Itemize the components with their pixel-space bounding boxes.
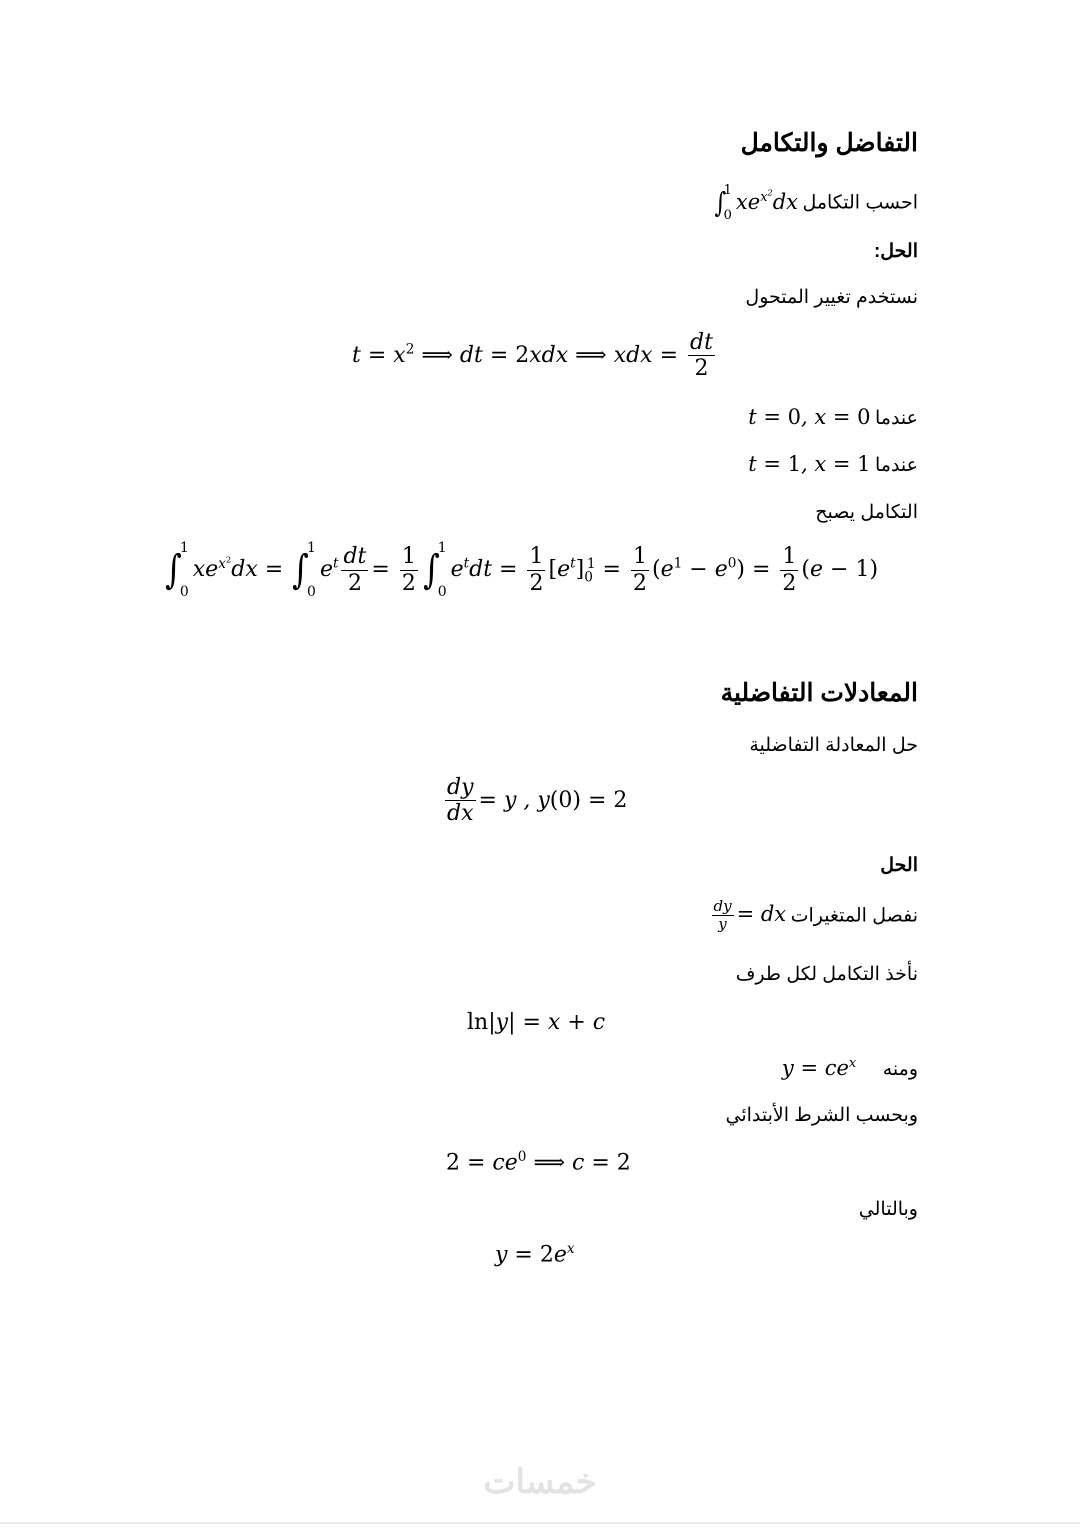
log-equation: ln|y| = x + c bbox=[467, 1010, 606, 1035]
section-title-calculus: التفاضل والتكامل bbox=[740, 129, 918, 157]
becomes-text: التكامل يصبح bbox=[815, 502, 918, 523]
bounds-line-2 bbox=[748, 452, 918, 477]
bounds-eq-1: t = 0, x = 0 bbox=[748, 405, 871, 429]
separate-text: نفصل المتغيرات bbox=[790, 905, 918, 927]
substitution-equation: $t = x^2$ ⟹ dt = 2xdx ⟹ xdx = $\frac{dt}{2}$ bbox=[352, 330, 713, 382]
integrate-text: نأخذ التكامل لكل طرف bbox=[735, 964, 918, 985]
final-solution: $y = 2e^x$ bbox=[495, 1241, 575, 1268]
diffeq-problem-text: حل المعادلة التفاضلية bbox=[749, 735, 918, 756]
bounds-eq-2: t = 1, x = 1 bbox=[748, 452, 871, 476]
problem-integral: ∫ 1 0 $xe^{x^2}dx$ bbox=[714, 183, 798, 223]
integral-evaluation: ∫ 1 0 $xe^{x^2}dx$ = ∫ 1 0 $e^t$ $\frac{dt}{2}$ = $\frac{1}{2}$ ∫ 1 0 $e^tdt$ = $\frac{1}{2}$ $[e^t]_0^1$ = $\frac{1}{2}$ $(e^1 - e^0)$ = $\frac{1}{2}$ (e − 1) bbox=[165, 540, 879, 600]
general-solution: $y = ce^x$ bbox=[781, 1056, 857, 1080]
watermark-logo: خمسات bbox=[483, 1463, 597, 1501]
diffeq-solution-label: الحل bbox=[880, 855, 918, 876]
therefore-text: وبالتالي bbox=[858, 1199, 918, 1220]
when-label-1: عندما bbox=[874, 408, 918, 429]
separate-line bbox=[709, 898, 919, 934]
diffeq-equation: $\frac{dy}{dx}$ = y , y(0) = 2 bbox=[447, 775, 628, 827]
hence-label: ومنه bbox=[882, 1059, 918, 1080]
hence-line bbox=[782, 1056, 918, 1081]
substitution-text: نستخدم تغيير المتحول bbox=[745, 287, 918, 308]
solution-label: الحل: bbox=[873, 241, 918, 262]
initial-condition-text: وبحسب الشرط الأبتدائي bbox=[725, 1105, 918, 1126]
problem-line bbox=[713, 183, 918, 223]
bounds-line-1 bbox=[748, 405, 918, 430]
problem-text: احسب التكامل bbox=[802, 192, 918, 214]
separated-eq: $\frac{dy}{y}$ = dx bbox=[713, 897, 787, 934]
when-label-2: عندما bbox=[874, 455, 918, 476]
section-title-diffeq: المعادلات التفاضلية bbox=[720, 679, 918, 707]
constant-equation: $2 = ce^0$ ⟹ c = 2 bbox=[446, 1149, 631, 1176]
page-bottom-divider bbox=[0, 1522, 1080, 1524]
